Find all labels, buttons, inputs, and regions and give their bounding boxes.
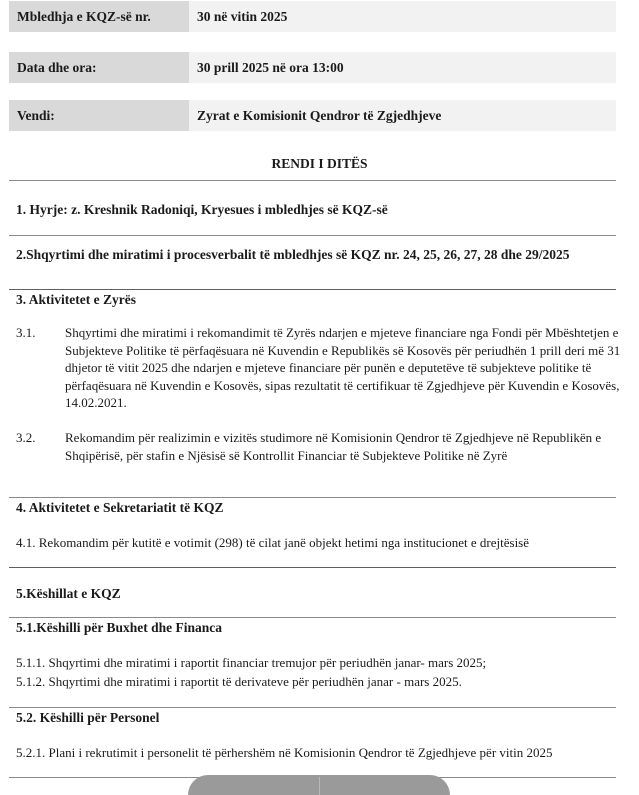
toolbar-separator [319,777,320,795]
agenda-item-3-heading: 3. Aktivitetet e Zyrës [16,292,136,307]
agenda-item-1: 1. Hyrje: z. Kreshnik Radoniqi, Kryesues i mbledhjes së KQZ-së [16,202,388,217]
divider [9,567,616,568]
agenda-item-4-1: 4.1. Rekomandim për kutitë e votimit (298) të cilat janë objekt hetimi nga institucionet e drejtësisë [16,535,530,550]
item-text: Shqyrtimi dhe miratimi i rekomandimit të Zyrës ndarjen e mjeteve financiare nga Fondi për Mbështetjen e Subjekteve Politike të përfaqësuara në Kuvendin e Republikës së Kosovës për periudhën 1 prill deri më 31 dhjetor të vitit 2025 dhe ndarjen e mjeteve financiare për punën e deputetëve të subjekteve politike të përfaqësuara në Kuvendin e Kosovës, sipas rezultatit të certifikuar të Zgjedhjeve për Kuvendin e Kosovës, 14.02.2021. [65,325,621,410]
meeting-number-value: 30 në vitin 2025 [189,1,616,32]
agenda-title: RENDI I DITËS [271,156,368,171]
item-number: 3.1. [16,325,36,340]
date-time-row [9,52,616,83]
agenda-item-2: 2.Shqyrtimi dhe miratimi i procesverbalit të mbledhjes së KQZ nr. 24, 25, 26, 27, 28 dhe 29/2025 [16,247,570,262]
agenda-item-3-2 [16,429,636,464]
council-personnel-heading: 5.2. Këshilli për Personel [16,710,160,725]
agenda-item-4-heading: 4. Aktivitetet e Sekretariatit të KQZ [16,500,224,515]
divider [9,617,616,618]
item-number: 3.2. [16,430,36,445]
item-text: Rekomandim për realizimin e vizitës studimore në Komisionin Qendror të Zgjedhjeve në Republikën e Shqipërisë, për stafin e Njësisë së Kontrollit Financiar të Subjekteve Politike në Zyrë [65,430,602,463]
divider [9,289,616,290]
floating-toolbar[interactable] [188,775,450,795]
agenda-item-5-1-1: 5.1.1. Shqyrtimi dhe miratimi i raportit financiar tremujor për periudhën janar- mars 2025; [16,655,487,670]
location-label: Vendi: [9,100,189,131]
date-time-label: Data dhe ora: [9,52,189,83]
divider [9,707,616,708]
agenda-item-5-1-2: 5.1.2. Shqyrtimi dhe miratimi i raportit të derivateve për periudhën janar - mars 2025. [16,674,462,689]
council-budget-finance-heading: 5.1.Këshilli për Buxhet dhe Financa [16,620,223,635]
location-value: Zyrat e Komisionit Qendror të Zgjedhjeve [189,100,616,131]
location-row [9,100,616,131]
divider [9,180,616,181]
divider [9,497,616,498]
agenda-item-5-2-1: 5.2.1. Plani i rekrutimit i personelit të përhershëm në Komisionin Qendror të Zgjedhjeve për vitin 2025 [16,745,553,760]
date-time-value: 30 prill 2025 në ora 13:00 [189,52,616,83]
agenda-item-5-heading: 5.Këshillat e KQZ [16,586,121,601]
meeting-number-row [9,1,616,32]
divider [9,235,616,236]
agenda-item-3-1 [16,324,636,412]
meeting-number-label: Mbledhja e KQZ-së nr. [9,1,189,32]
